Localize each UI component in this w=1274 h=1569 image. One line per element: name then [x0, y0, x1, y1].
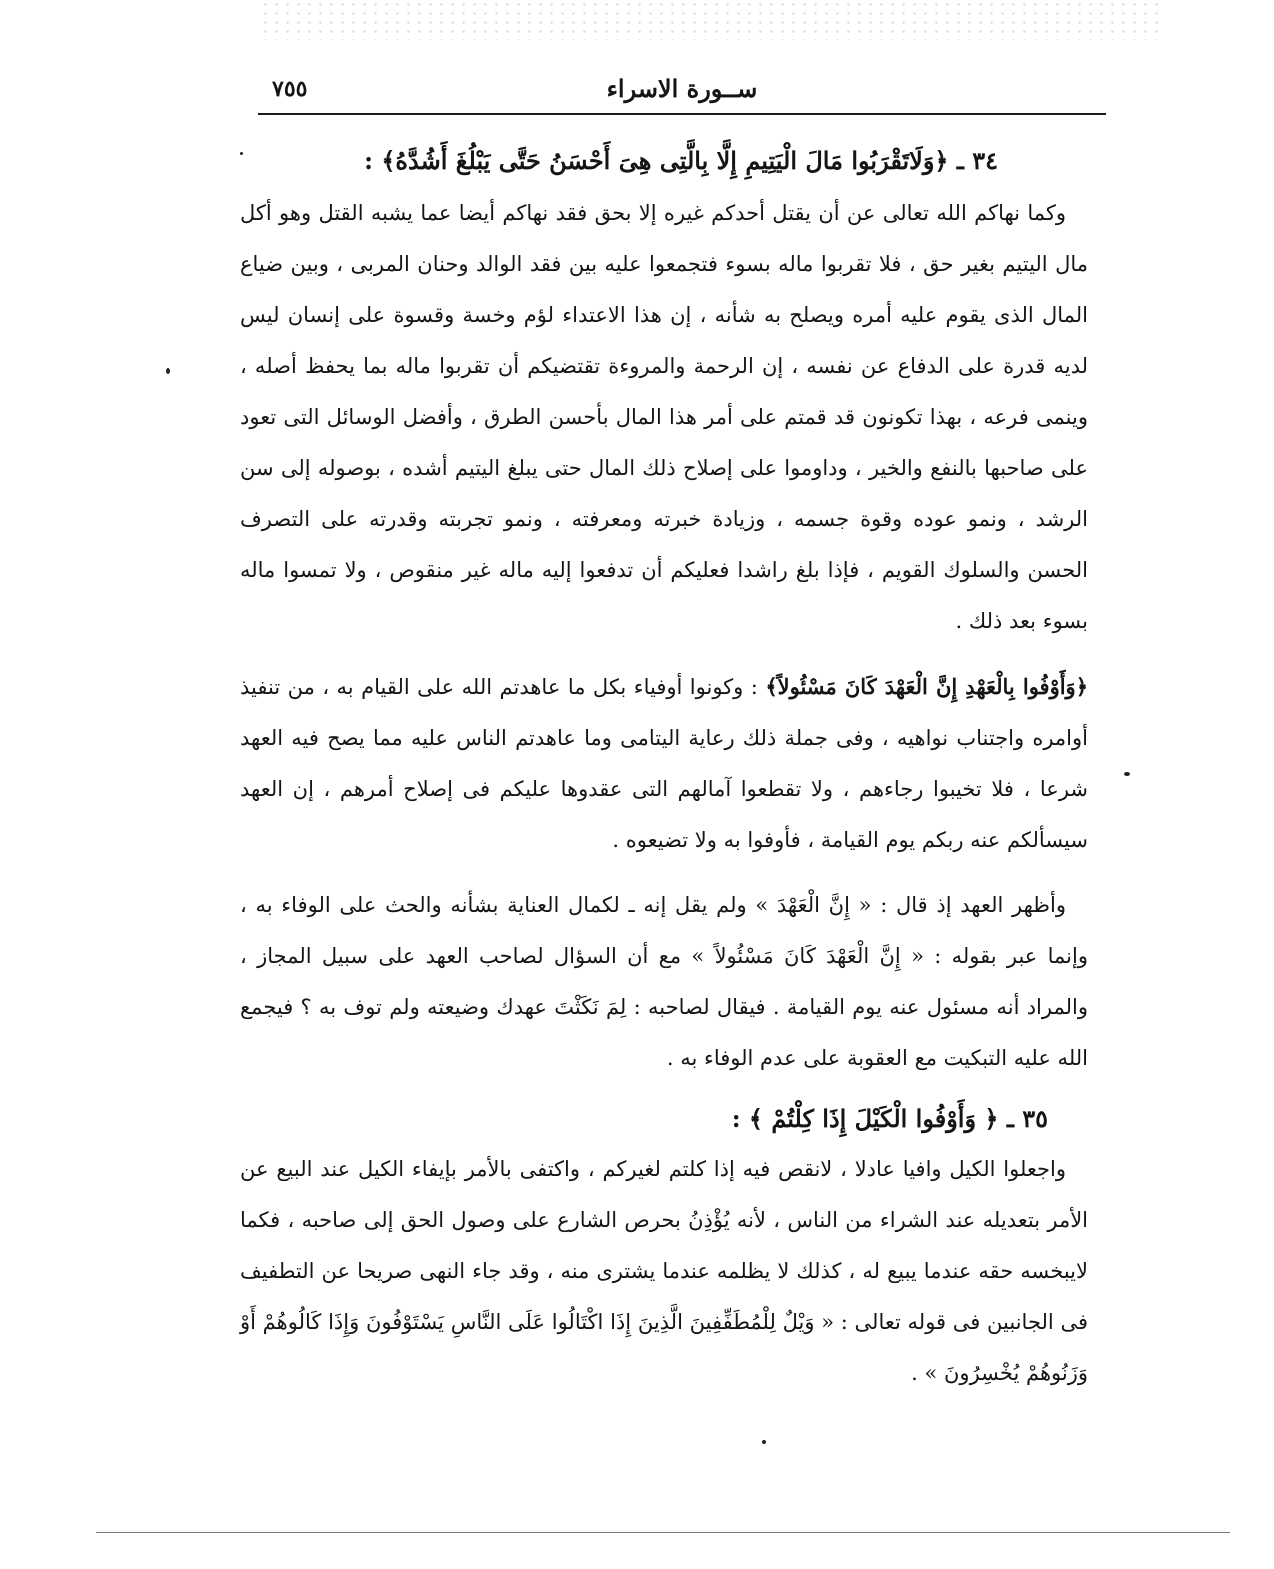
commentary-paragraph-1: وكما نهاكم الله تعالى عن أن يقتل أحدكم غيره إلا بحق فقد نهاكم أيضا عما يشبه القتل وهو أكل مال اليتيم بغير حق ، فلا تقربوا ماله بسوء فتجمعوا عليه بين فقد الوالد وحنان المربى ، وبين ضياع المال الذى يقوم عليه أمره ويصلح به شأنه ، إن هذا الاعتداء لؤم وخسة وقسوة على إنسان ليس لديه قدرة على الدفاع عن نفسه ، إن الرحمة والمروءة تقتضيكم أن تقربوا ماله بما يحفظ أصله ، وينمى فرعه ، بهذا تكونون قد قمتم على أمر هذا المال بأحسن الطرق ، وأفضل الوسائل التى تعود على صاحبها بالنفع والخير ، وداوموا على إصلاح ذلك المال حتى يبلغ اليتيم أشده ، بوصوله إلى سن الرشد ، ونمو عوده وقوة جسمه ، وزيادة خبرته ومعرفته ، ونمو تجربته وقدرته على التصرف الحسن والسلوك القويم ، فإذا بلغ راشدا فعليكم أن تدفعوا إليه ماله غير منقوص ، ولا تمسوا ماله بسوء بعد ذلك .	[240, 201, 1088, 633]
commentary-paragraph-2	[240, 661, 1088, 866]
page-header	[258, 70, 1106, 116]
scan-speck	[166, 368, 170, 374]
page-body	[240, 140, 1088, 1413]
scan-speck	[762, 1440, 766, 1444]
commentary-paragraph-3: وأظهر العهد إذ قال : « إِنَّ الْعَهْدَ » ولم يقل إنه ـ لكمال العناية بشأنه والحث على الوفاء به ، وإنما عبر بقوله : « إِنَّ الْعَهْدَ كَانَ مَسْئُولاً » مع أن السؤال لصاحب العهد على سبيل المجاز ، والمراد أنه مسئول عنه يوم القيامة . فيقال لصاحبه : لِمَ نَكَثْتَ عهدك وضيعته ولم توف به ؟ فيجمع الله عليه التبكيت مع العقوبة على عدم الوفاء به .	[240, 893, 1088, 1070]
header-rule	[258, 113, 1106, 115]
verse-34-heading: ٣٤ ـ ﴿وَلَاتَقْرَبُوا مَالَ الْيَتِيمِ إِلَّا بِالَّتِى هِىَ أَحْسَنُ حَتَّى يَبْلُغَ أَشُدَّهُ﴾ :	[364, 146, 998, 175]
commentary-paragraph-4: واجعلوا الكيل وافيا عادلا ، لانقص فيه إذا كلتم لغيركم ، واكتفى بالأمر بإيفاء الكيل عند البيع عن الأمر بتعديله عند الشراء من الناس ، لأنه يُؤْذِنُ بحرص الشارع على وصول الحق إلى صاحبه ، فكما لايبخسه حقه عندما يبيع له ، كذلك لا يظلمه عندما يشترى منه ، وقد جاء النهى صريحا عن التطفيف فى الجانبين فى قوله تعالى : « وَيْلٌ لِلْمُطَفِّفِينَ الَّذِينَ إِذَا اكْتَالُوا عَلَى النَّاسِ يَسْتَوْفُونَ وَإِذَا كَالُوهُمْ أَوْ وَزَنُوهُمْ يُخْسِرُونَ » .	[240, 1157, 1088, 1385]
scan-noise	[260, 0, 1160, 40]
page-number: ٧٥٥	[272, 76, 308, 102]
scan-speck	[1124, 772, 1130, 776]
commentary-text: : وكونوا أوفياء بكل ما عاهدتم الله على القيام به ، من تنفيذ أوامره واجتناب نواهيه ، وفى جملة ذلك رعاية اليتامى وما عاهدتم الناس عليه مما يصح فيه العهد شرعا ، فلا تخيبوا رجاءهم ، ولا تقطعوا آمالهم التى عقدوها عليكم فى إصلاح أمرهم ، إن العهد سيسألكم عنه ربكم يوم القيامة ، فأوفوا به ولا تضيعوه .	[240, 675, 1088, 852]
bottom-scan-line	[96, 1532, 1230, 1533]
surah-title: ســورة الاسراء	[606, 74, 758, 103]
verse-35-heading: ٣٥ ـ ﴿ وَأَوْفُوا الْكَيْلَ إِذَا كِلْتُمْ ﴾ :	[731, 1104, 1048, 1133]
scan-speck	[240, 152, 243, 155]
quran-verse-quote: ﴿وَأَوْفُوا بِالْعَهْدِ إِنَّ الْعَهْدَ كَانَ مَسْئُولاً﴾	[765, 674, 1089, 699]
